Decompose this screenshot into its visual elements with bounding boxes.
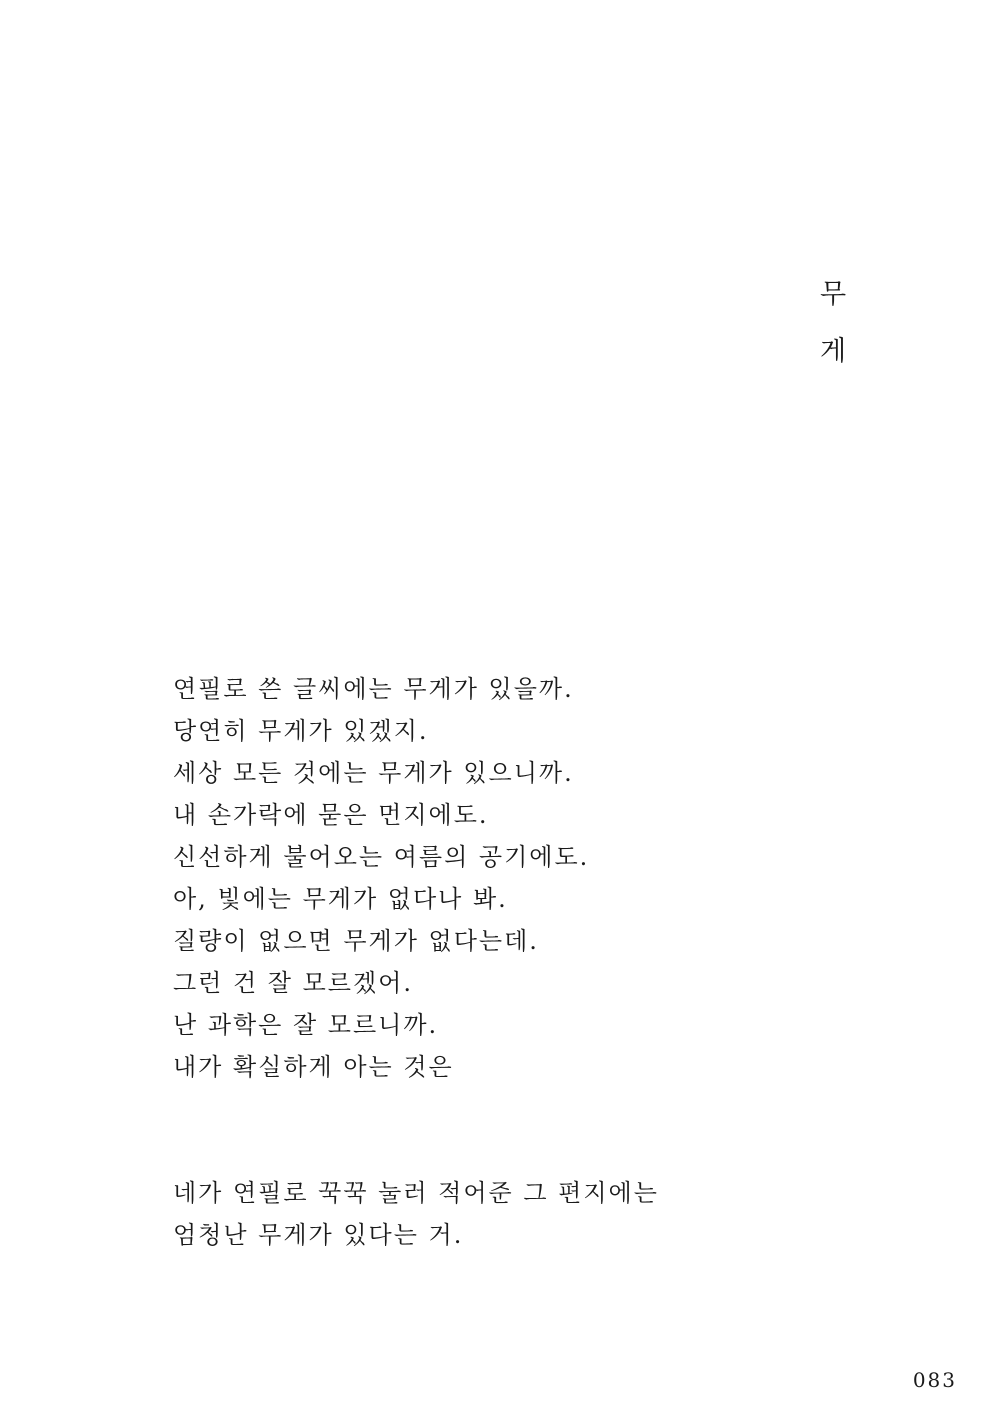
- poem-line: 아, 빛에는 무게가 없다나 봐.: [173, 885, 508, 913]
- title-char-1: 무: [819, 279, 847, 310]
- poem-line: 그런 건 잘 모르겠어.: [173, 969, 413, 997]
- poem-line: 난 과학은 잘 모르니까.: [173, 1011, 439, 1039]
- page-number: 083: [912, 1368, 957, 1392]
- poem-line: 신선하게 불어오는 여름의 공기에도.: [173, 843, 590, 871]
- poem-line: 질량이 없으면 무게가 없다는데.: [173, 927, 539, 955]
- poem-line: 연필로 쓴 글씨에는 무게가 있을까.: [173, 675, 574, 703]
- stanza-2: [173, 1172, 873, 1256]
- poem-line: 내 손가락에 묻은 먼지에도.: [173, 801, 489, 829]
- title-char-2: 게: [819, 336, 847, 367]
- poem-body: [173, 668, 873, 1256]
- poem-line: 네가 연필로 꾹꾹 눌러 적어준 그 편지에는: [173, 1179, 659, 1207]
- poem-line: 당연히 무게가 있겠지.: [173, 717, 429, 745]
- poem-line: 내가 확실하게 아는 것은: [173, 1053, 454, 1081]
- poem-line: 엄청난 무게가 있다는 거.: [173, 1221, 464, 1249]
- poem-line: 세상 모든 것에는 무게가 있으니까.: [173, 759, 574, 787]
- poem-title: [818, 280, 848, 394]
- stanza-1: [173, 668, 873, 1088]
